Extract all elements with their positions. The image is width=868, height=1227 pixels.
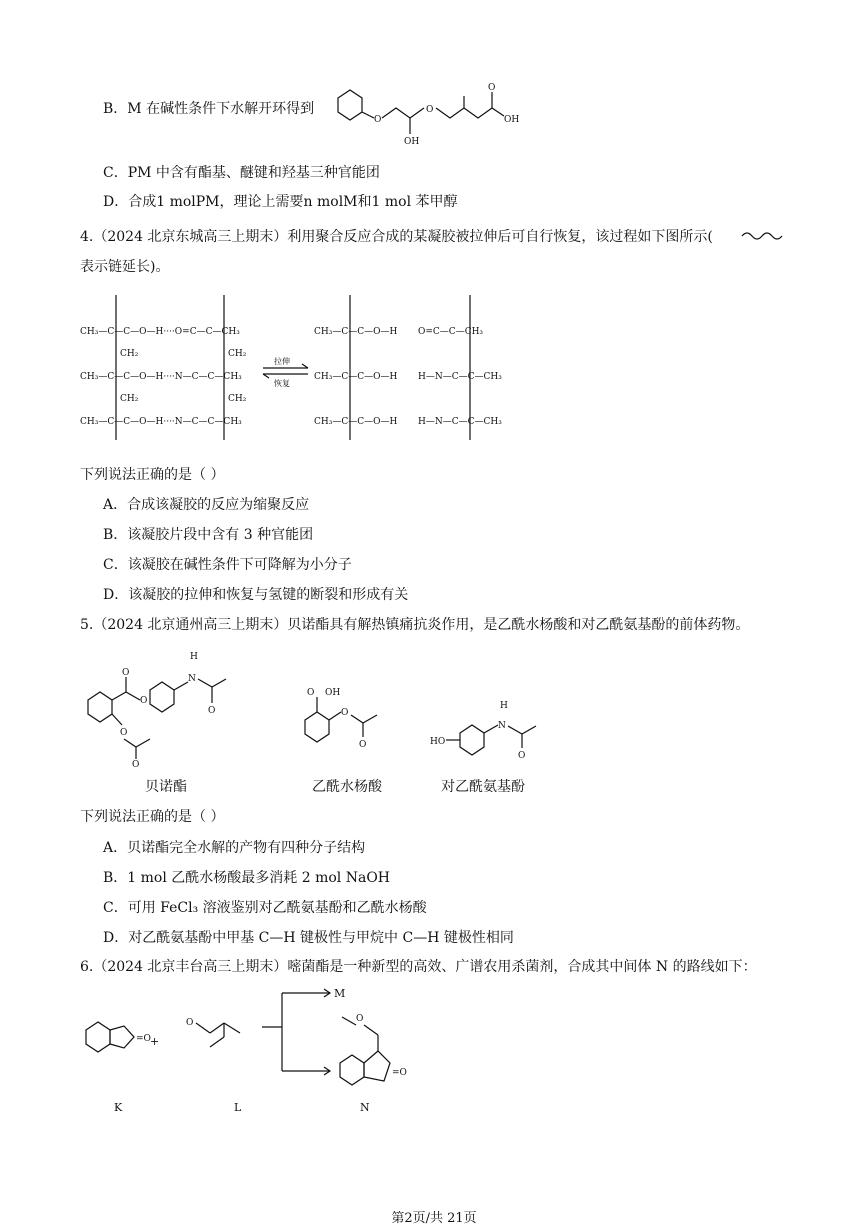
q4-stem: 4.（2024 北京东城高三上期末）利用聚合反应合成的某凝胶被拉伸后可自行恢复，该过程如下图所示( xyxy=(80,229,713,245)
svg-text:O: O xyxy=(341,708,349,718)
q5-option-d: D．对乙酰氨基酚中甲基 C—H 键极性与甲烷中 C—H 键极性相同 xyxy=(103,930,514,946)
svg-text:O: O xyxy=(307,688,315,698)
page-number: 第2页/共 21页 xyxy=(391,1211,477,1226)
svg-text:O: O xyxy=(122,668,130,678)
svg-text:恢复: 恢复 xyxy=(274,379,290,388)
q5-option-b: B．1 mol 乙酰水杨酸最多消耗 2 mol NaOH xyxy=(103,870,390,886)
svg-text:HO: HO xyxy=(430,737,446,747)
caption-benorilate: 贝诺酯 xyxy=(145,779,187,795)
svg-text:H: H xyxy=(500,701,508,711)
svg-text:O: O xyxy=(208,706,216,716)
svg-text:OH: OH xyxy=(404,137,420,147)
svg-text:CH₃—C—C—O—H: CH₃—C—C—O—H xyxy=(314,327,398,337)
q4-prompt: 下列说法正确的是（ ） xyxy=(80,467,225,483)
q3-option-c: C．PM 中含有酯基、醚键和羟基三种官能团 xyxy=(103,165,380,181)
caption-acetylsalicylic-acid: 乙酰水杨酸 xyxy=(312,779,382,795)
q3-option-b-structure xyxy=(328,78,528,148)
svg-text:N: N xyxy=(188,674,196,684)
svg-text:CH₃—C—C—O—H: CH₃—C—C—O—H xyxy=(314,417,398,427)
q4-option-a: A．合成该凝胶的反应为缩聚反应 xyxy=(103,497,310,513)
wavy-line-icon xyxy=(740,230,782,242)
q3-option-b: B．M 在碱性条件下水解开环得到 xyxy=(103,101,315,117)
svg-text:K: K xyxy=(114,1101,123,1114)
q4-option-d: D．该凝胶的拉伸和恢复与氢键的断裂和形成有关 xyxy=(103,587,409,603)
svg-text:H—N—C—C—CH₃: H—N—C—C—CH₃ xyxy=(418,417,502,427)
q5-prompt: 下列说法正确的是（ ） xyxy=(80,809,225,825)
svg-text:M: M xyxy=(334,987,346,1000)
svg-text:CH₃—C—C—O—H: CH₃—C—C—O—H xyxy=(314,372,398,382)
svg-text:O: O xyxy=(374,115,382,125)
svg-text:O=C—C—CH₃: O=C—C—CH₃ xyxy=(418,327,484,337)
svg-text:O: O xyxy=(186,1018,194,1028)
synthesis-route-diagram xyxy=(78,985,478,1115)
q6-stem: 6.（2024 北京丰台高三上期末）嘧菌酯是一种新型的高效、广谱农用杀菌剂，合成其中间体 N 的路线如下： xyxy=(80,959,757,975)
q5-option-a: A．贝诺酯完全水解的产物有四种分子结构 xyxy=(103,840,366,856)
svg-text:=O: =O xyxy=(392,1068,407,1078)
svg-text:L: L xyxy=(234,1101,242,1114)
svg-text:O: O xyxy=(426,105,434,115)
svg-text:CH₃—C—C—O—H····N—C—C—CH₃: CH₃—C—C—O—H····N—C—C—CH₃ xyxy=(80,372,242,382)
svg-text:O: O xyxy=(140,696,148,706)
acetylsalicylic-acid-structure xyxy=(295,685,405,765)
svg-text:CH₂: CH₂ xyxy=(228,394,247,404)
q5-stem: 5.（2024 北京通州高三上期末）贝诺酯具有解热镇痛抗炎作用，是乙酰水杨酸和对乙酰氨基酚的前体药物。 xyxy=(80,617,750,633)
svg-text:OH: OH xyxy=(325,688,341,698)
svg-text:H—N—C—C—CH₃: H—N—C—C—CH₃ xyxy=(418,372,502,382)
svg-text:O: O xyxy=(356,1014,364,1024)
caption-acetaminophen: 对乙酰氨基酚 xyxy=(441,779,525,795)
benorilate-structure xyxy=(78,645,278,770)
svg-text:H: H xyxy=(190,652,198,662)
q4-stem-cont: 表示链延长)。 xyxy=(80,259,170,275)
svg-text:+: + xyxy=(150,1035,160,1048)
svg-text:CH₂: CH₂ xyxy=(120,349,139,359)
q5-option-c: C．可用 FeCl₃ 溶液鉴别对乙酰氨基酚和乙酰水杨酸 xyxy=(103,900,427,916)
svg-text:N: N xyxy=(498,721,506,731)
q3-option-d: D．合成1 molPM，理论上需要n molM和1 mol 苯甲醇 xyxy=(103,194,458,210)
svg-text:CH₂: CH₂ xyxy=(120,394,139,404)
acetaminophen-structure xyxy=(430,700,570,770)
q4-option-c: C．该凝胶在碱性条件下可降解为小分子 xyxy=(103,557,352,573)
svg-text:CH₂: CH₂ xyxy=(228,349,247,359)
svg-text:=O: =O xyxy=(136,1034,151,1044)
svg-text:CH₃—C—C—O—H····O=C—C—CH₃: CH₃—C—C—O—H····O=C—C—CH₃ xyxy=(80,327,240,337)
svg-text:O: O xyxy=(488,83,496,93)
gel-left-state xyxy=(80,295,247,440)
svg-text:N: N xyxy=(360,1101,370,1114)
svg-text:O: O xyxy=(359,740,367,750)
svg-text:OH: OH xyxy=(504,115,520,125)
svg-text:拉伸: 拉伸 xyxy=(274,357,290,366)
svg-text:O: O xyxy=(132,760,140,770)
svg-text:O: O xyxy=(518,751,526,761)
q4-option-b: B．该凝胶片段中含有 3 种官能团 xyxy=(103,527,314,543)
gel-right-state xyxy=(314,295,502,440)
svg-text:O: O xyxy=(120,728,128,738)
gel-structure-diagram xyxy=(78,290,518,450)
svg-text:CH₃—C—C—O—H····N—C—C—CH₃: CH₃—C—C—O—H····N—C—C—CH₃ xyxy=(80,417,242,427)
